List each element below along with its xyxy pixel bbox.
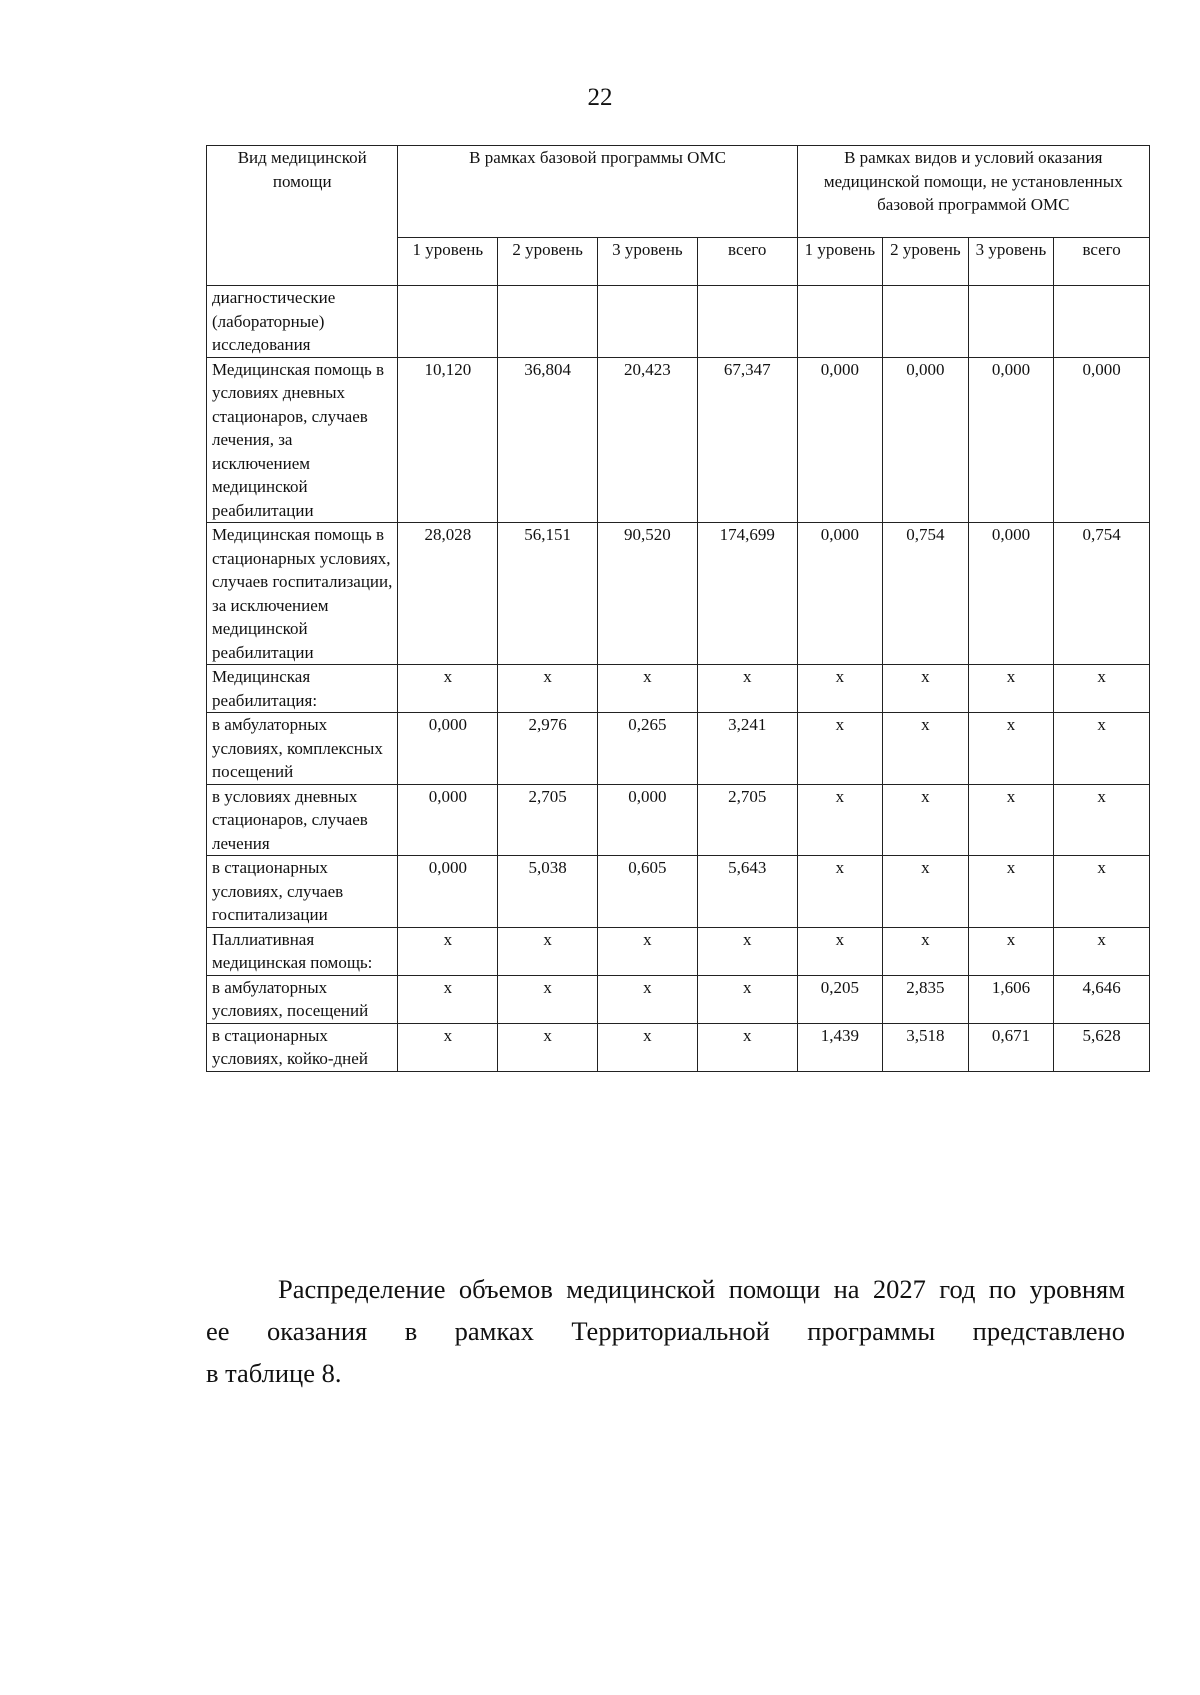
cell-value: 2,705 xyxy=(498,784,598,856)
cell-value: 5,643 xyxy=(697,856,797,928)
cell-value: 36,804 xyxy=(498,357,598,523)
cell-value: 0,000 xyxy=(598,784,698,856)
cell-value: x xyxy=(968,927,1054,975)
cell-value: 0,000 xyxy=(968,523,1054,665)
header-outside-program: В рамках видов и условий оказания медицинской помощи, не установленных базовой программой ОМС xyxy=(797,146,1149,238)
cell-value: x xyxy=(498,927,598,975)
header-total-extra: всего xyxy=(1054,238,1150,286)
cell-value: x xyxy=(883,665,969,713)
cell-value: x xyxy=(697,665,797,713)
cell-value: 3,241 xyxy=(697,713,797,785)
cell-value: x xyxy=(968,713,1054,785)
header-level-2-extra: 2 уровень xyxy=(883,238,969,286)
cell-value: x xyxy=(697,975,797,1023)
cell-value: 0,754 xyxy=(883,523,969,665)
cell-value: 28,028 xyxy=(398,523,498,665)
cell-value: x xyxy=(398,1023,498,1071)
cell-value xyxy=(883,286,969,358)
cell-value: x xyxy=(1054,927,1150,975)
row-label: в амбулаторных условиях, комплексных посещений xyxy=(207,713,398,785)
cell-value: x xyxy=(797,784,883,856)
cell-value: 4,646 xyxy=(1054,975,1150,1023)
row-label: в стационарных условиях, койко-дней xyxy=(207,1023,398,1071)
cell-value: x xyxy=(883,784,969,856)
cell-value: 174,699 xyxy=(697,523,797,665)
cell-value: x xyxy=(598,927,698,975)
cell-value: x xyxy=(797,856,883,928)
cell-value: 0,000 xyxy=(883,357,969,523)
cell-value: x xyxy=(498,975,598,1023)
row-label: Медицинская реабилитация: xyxy=(207,665,398,713)
cell-value: 0,000 xyxy=(398,856,498,928)
cell-value: x xyxy=(598,1023,698,1071)
cell-value: 0,754 xyxy=(1054,523,1150,665)
cell-value: 5,038 xyxy=(498,856,598,928)
cell-value: 0,000 xyxy=(1054,357,1150,523)
cell-value: x xyxy=(883,927,969,975)
table-row xyxy=(207,856,1150,928)
row-label: в амбулаторных условиях, посещений xyxy=(207,975,398,1023)
table-body xyxy=(207,286,1150,1072)
cell-value: 67,347 xyxy=(697,357,797,523)
cell-value: x xyxy=(1054,665,1150,713)
cell-value: 0,000 xyxy=(797,357,883,523)
header-level-3-extra: 3 уровень xyxy=(968,238,1054,286)
cell-value: 0,000 xyxy=(797,523,883,665)
header-level-3: 3 уровень xyxy=(598,238,698,286)
cell-value: x xyxy=(598,975,698,1023)
table-row xyxy=(207,523,1150,665)
cell-value: x xyxy=(968,856,1054,928)
header-level-1: 1 уровень xyxy=(398,238,498,286)
cell-value xyxy=(1054,286,1150,358)
paragraph-line: Распределение объемов медицинской помощи на 2027 год по уровням xyxy=(278,1274,1125,1304)
cell-value: 10,120 xyxy=(398,357,498,523)
cell-value: 20,423 xyxy=(598,357,698,523)
cell-value: 1,606 xyxy=(968,975,1054,1023)
paragraph-line: в таблице 8. xyxy=(206,1358,342,1388)
cell-value: x xyxy=(883,713,969,785)
cell-value: x xyxy=(883,856,969,928)
header-row-groups xyxy=(207,146,1150,238)
header-type-of-care: Вид медицинской помощи xyxy=(207,146,398,286)
cell-value: 0,000 xyxy=(398,713,498,785)
row-label: в стационарных условиях, случаев госпитализации xyxy=(207,856,398,928)
header-level-1-extra: 1 уровень xyxy=(797,238,883,286)
cell-value: 1,439 xyxy=(797,1023,883,1071)
cell-value xyxy=(797,286,883,358)
cell-value xyxy=(398,286,498,358)
table-row xyxy=(207,665,1150,713)
cell-value: x xyxy=(797,713,883,785)
table-row xyxy=(207,1023,1150,1071)
cell-value: 5,628 xyxy=(1054,1023,1150,1071)
page-number: 22 xyxy=(587,84,613,111)
header-basic-program: В рамках базовой программы ОМС xyxy=(398,146,797,238)
cell-value: x xyxy=(498,665,598,713)
cell-value: x xyxy=(598,665,698,713)
cell-value: x xyxy=(797,927,883,975)
cell-value: 56,151 xyxy=(498,523,598,665)
cell-value xyxy=(498,286,598,358)
table-row xyxy=(207,975,1150,1023)
cell-value xyxy=(697,286,797,358)
cell-value: x xyxy=(1054,713,1150,785)
cell-value: x xyxy=(968,784,1054,856)
cell-value: x xyxy=(398,665,498,713)
volumes-table xyxy=(206,145,1150,1072)
row-label: Медицинская помощь в условиях дневных стационаров, случаев лечения, за исключением медицинской реабилитации xyxy=(207,357,398,523)
cell-value: x xyxy=(1054,784,1150,856)
cell-value: 2,835 xyxy=(883,975,969,1023)
cell-value: 2,705 xyxy=(697,784,797,856)
header-level-2: 2 уровень xyxy=(498,238,598,286)
cell-value: 90,520 xyxy=(598,523,698,665)
cell-value: 3,518 xyxy=(883,1023,969,1071)
cell-value xyxy=(598,286,698,358)
table-row xyxy=(207,357,1150,523)
cell-value: x xyxy=(1054,856,1150,928)
header-total: всего xyxy=(697,238,797,286)
cell-value: 0,000 xyxy=(398,784,498,856)
cell-value: x xyxy=(398,927,498,975)
cell-value: x xyxy=(398,975,498,1023)
cell-value: x xyxy=(797,665,883,713)
cell-value: 0,205 xyxy=(797,975,883,1023)
row-label: Паллиативная медицинская помощь: xyxy=(207,927,398,975)
row-label: диагностические (лабораторные) исследования xyxy=(207,286,398,358)
cell-value: x xyxy=(697,927,797,975)
table-row xyxy=(207,927,1150,975)
paragraph-line: ее оказания в рамках Территориальной программы представлено xyxy=(206,1316,1125,1346)
cell-value: 0,671 xyxy=(968,1023,1054,1071)
cell-value: 0,000 xyxy=(968,357,1054,523)
row-label: Медицинская помощь в стационарных условиях, случаев госпитализации, за исключением медицинской реабилитации xyxy=(207,523,398,665)
table-row xyxy=(207,286,1150,358)
table-row xyxy=(207,713,1150,785)
cell-value: 0,605 xyxy=(598,856,698,928)
table-row xyxy=(207,784,1150,856)
row-label: в условиях дневных стационаров, случаев лечения xyxy=(207,784,398,856)
cell-value: x xyxy=(697,1023,797,1071)
cell-value: x xyxy=(968,665,1054,713)
cell-value: x xyxy=(498,1023,598,1071)
body-paragraph xyxy=(206,1268,1125,1394)
cell-value xyxy=(968,286,1054,358)
cell-value: 2,976 xyxy=(498,713,598,785)
cell-value: 0,265 xyxy=(598,713,698,785)
